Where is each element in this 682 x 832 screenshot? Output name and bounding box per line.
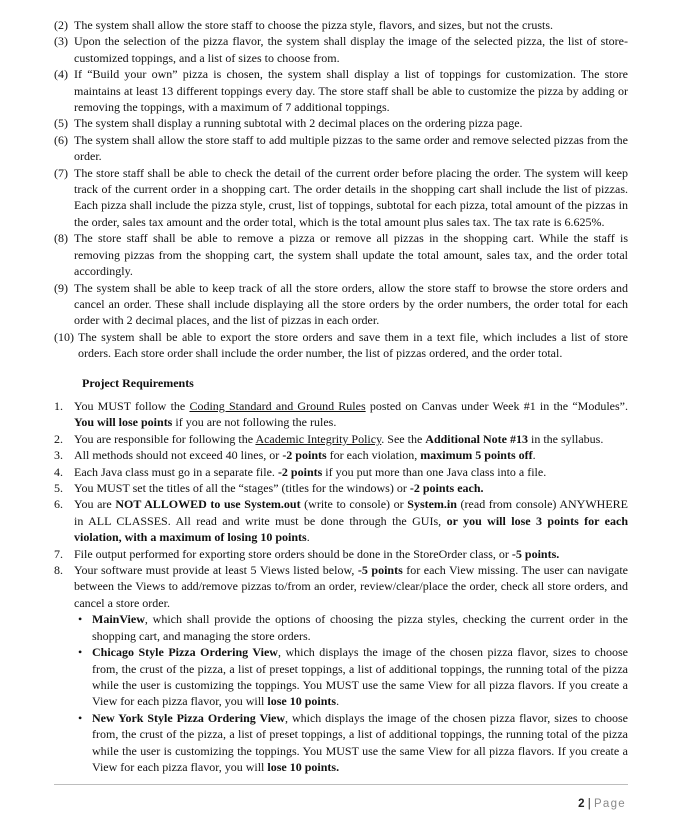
view-item: • Chicago Style Pizza Ordering View, which displays the image of the chosen pizza flavor, sizes to choose from, the crust of the pizza, a list of preset toppings, a list of additional toppings, the running total of the pizza while the user is customizing the toppings. You MUST use the same View for all pizza flavors. If you create a View for each pizza flavor, you will lose 10 points. xyxy=(78,645,628,709)
page-footer xyxy=(578,796,626,812)
requirement-item: (9) The system shall be able to keep track of all the store orders, allow the store staff to browse the store orders and cancel an order. These shall include displaying all the store orders by the order numbers, the order total for each order with 2 decimal places, and the list of pizzas in each order. xyxy=(54,280,628,328)
project-item: 1. You MUST follow the Coding Standard and Ground Rules posted on Canvas under Week #1 in the “Modules”. You will lose points if you are not following the rules. xyxy=(54,399,629,430)
requirement-item: (7) The store staff shall be able to check the detail of the current order before placing the order. The system will keep track of the current order in a shopping cart. The order details in the shopping cart shall include the list of pizzas. Each pizza shall include the pizza style, crust, list of toppings, subtotal for each pizza, total amount of the pizzas in the order, sales tax amount and the order total, which is the total amount plus sales tax. The tax rate is 6.625%. xyxy=(54,165,628,229)
requirement-text: If “Build your own” pizza is chosen, the system shall display a list of toppings for customization. The store maintains at least 13 different toppings every day. The store staff shall be able to customize the pizza by adding or removing the toppings, with a maximum of 7 additional toppings. xyxy=(74,67,628,115)
page-label: Page xyxy=(593,798,626,810)
section-heading: Project Requirements xyxy=(82,376,194,390)
project-item: 2. You are responsible for following the Academic Integrity Policy. See the Additional Note #13 in the syllabus. xyxy=(54,431,604,446)
academic-integrity-link[interactable]: Academic Integrity Policy xyxy=(255,431,382,446)
requirement-text: The store staff shall be able to check the detail of the current order before placing the order. The system will keep track of the current order in a shopping cart. The order details in the shopping cart shall include the list of pizzas. Each pizza shall include the pizza style, crust, list of toppings, subtotal for each pizza, total amount of the pizzas in the order, sales tax amount and the order total, which is the total amount plus sales tax. The tax rate is 6.625%. xyxy=(74,165,628,229)
project-requirements-list xyxy=(54,398,628,775)
project-item: 3. All methods should not exceed 40 lines, or -2 points for each violation, maximum 5 points off. xyxy=(54,448,536,463)
project-item: 8. Your software must provide at least 5 Views listed below, -5 points for each View missing. The user can navigate between the Views to add/remove pizzas to/from an order, review/clear/place the order, check all store orders, and cancel a store order. • MainView, which shall provide the options of choosing the pizza styles, checking the current order in the shopping cart, and managing the store orders. • Chicago Style Pizza Ordering View, which displays the image of the chosen pizza flavor, sizes to choose from, the crust of the pizza, a list of preset toppings, a list of additional toppings, the running total of the pizza while the user is customizing the toppings. You MUST use the same View for all pizza flavors. If you create a View for each pizza flavor, you will lose 10 points. • New York Style Pizza Ordering View, which displays the image of the chosen pizza flavor, sizes to choose from, the crust of the pizza, a list of preset toppings, a list of additional toppings, the running total of the pizza while the user is customizing the toppings. You MUST use the same View for all pizza flavors. If you create a View for each pizza flavor, you will lose 10 points. xyxy=(54,563,628,774)
project-item: 6. You are NOT ALLOWED to use System.out (write to console) or System.in (read from console) ANYWHERE in ALL CLASSES. All read and write must be done through the GUIs, or you will lose 3 points for each violation, with a maximum of losing 10 points. xyxy=(54,497,629,545)
view-item: • MainView, which shall provide the options of choosing the pizza styles, checking the current order in the shopping cart, and managing the store orders. xyxy=(78,612,628,643)
requirement-item: (4) If “Build your own” pizza is chosen, the system shall display a list of toppings for customization. The store maintains at least 13 different toppings every day. The store staff shall be able to customize the pizza by adding or removing the toppings, with a maximum of 7 additional toppings. xyxy=(54,67,628,115)
system-requirements-list xyxy=(54,17,628,362)
requirement-text: The system shall display a running subtotal with 2 decimal places on the ordering pizza page. xyxy=(74,116,523,131)
page-number: 2 xyxy=(578,798,585,810)
requirement-text: The store staff shall be able to remove a pizza or remove all pizzas in the shopping cart. While the staff is removing pizzas from the shopping cart, the system shall update the total amount, sales tax, and the order total accordingly. xyxy=(74,231,628,279)
requirement-item: (2) The system shall allow the store staff to choose the pizza style, flavors, and sizes, but not the crusts. xyxy=(54,18,553,32)
requirement-text: The system shall allow the store staff to choose the pizza style, flavors, and sizes, but not the crusts. xyxy=(74,18,553,32)
view-item: • New York Style Pizza Ordering View, which displays the image of the chosen pizza flavor, sizes to choose from, the crust of the pizza, a list of preset toppings, a list of additional toppings, the running total of the pizza while the user is customizing the toppings. You MUST use the same View for all pizza flavors. If you create a View for each pizza flavor, you will lose 10 points. xyxy=(78,710,628,774)
requirement-text: The system shall allow the store staff to add multiple pizzas to the same order and remove selected pizzas from the order. xyxy=(74,132,628,164)
project-item: 5. You MUST set the titles of all the “stages” (titles for the windows) or -2 points each. xyxy=(54,481,484,496)
requirement-item: (6) The system shall allow the store staff to add multiple pizzas to the same order and remove selected pizzas from the order. xyxy=(54,132,628,164)
requirement-item: (8) The store staff shall be able to remove a pizza or remove all pizzas in the shopping cart. While the staff is removing pizzas from the shopping cart, the system shall update the total amount, sales tax, and the order total accordingly. xyxy=(54,231,628,279)
requirement-item: (5) The system shall display a running subtotal with 2 decimal places on the ordering pizza page. xyxy=(54,116,523,131)
footer-separator: | xyxy=(587,798,591,810)
project-item: 7. File output performed for exporting store orders should be done in the StoreOrder class, or -5 points. xyxy=(54,546,560,561)
footer-divider xyxy=(54,784,628,785)
project-item: 4. Each Java class must go in a separate file. -2 points if you put more than one Java class into a file. xyxy=(54,464,547,479)
requirement-text: Upon the selection of the pizza flavor, the system shall display the image of the selected pizza, the list of store-customized toppings, and a list of sizes to choose from. xyxy=(74,34,628,65)
coding-standard-link[interactable]: Coding Standard and Ground Rules xyxy=(189,399,366,413)
requirement-item: (3) Upon the selection of the pizza flavor, the system shall display the image of the selected pizza, the list of store-customized toppings, and a list of sizes to choose from. xyxy=(54,34,628,65)
views-list xyxy=(74,611,628,775)
requirement-text: The system shall be able to keep track of all the store orders, allow the store staff to browse the store orders and cancel an order. These shall include displaying all the store orders by the order numbers, the order total for each order with 2 decimal places, and the list of pizzas in each order. xyxy=(74,280,628,328)
requirement-text: The system shall be able to export the store orders and save them in a text file, which includes a list of store orders. Each store order shall include the order number, the list of pizzas ordered, and the order total. xyxy=(78,329,628,361)
requirement-item: (10) The system shall be able to export the store orders and save them in a text file, which includes a list of store orders. Each store order shall include the order number, the list of pizzas ordered, and the order total. xyxy=(54,329,628,361)
